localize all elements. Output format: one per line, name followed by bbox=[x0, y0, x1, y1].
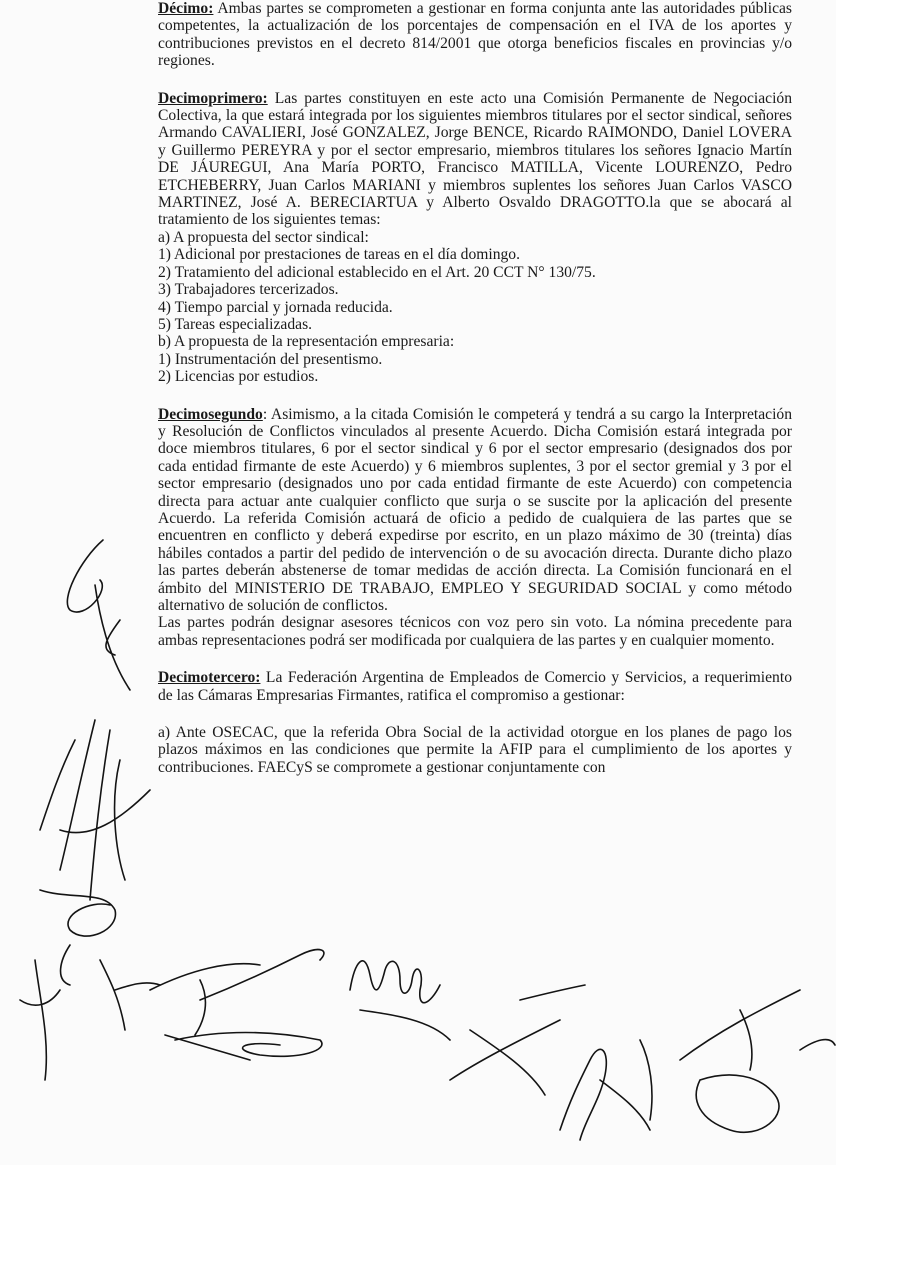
list-item: 5) Tareas especializadas. bbox=[158, 315, 313, 333]
clause-decimotercero-text: La Federación Argentina de Empleados de Comercio y Servicios, a requerimiento de las Cámaras Empresarias Firmantes, ratifica el compromiso a gestionar: bbox=[158, 669, 792, 704]
list-item: 2) Licencias por estudios. bbox=[158, 368, 319, 386]
clause-decimo-heading: Décimo: bbox=[158, 0, 214, 17]
clause-decimosegundo-text2: Las partes podrán designar asesores técnicos con voz pero sin voto. La nómina precedente para ambas representaciones podrá ser modificada por cualquiera de las partes y en cualquier momento. bbox=[158, 614, 792, 649]
clause-decimoprimero-heading: Decimoprimero: bbox=[158, 89, 268, 107]
margin-initial-2 bbox=[40, 720, 150, 900]
clause-decimosegundo-heading: Decimosegundo bbox=[158, 405, 263, 423]
list-item: 1) Adicional por prestaciones de tareas en el día domingo. bbox=[158, 246, 521, 264]
topics-list bbox=[158, 229, 792, 386]
clause-decimo-text: Ambas partes se comprometen a gestionar en forma conjunta ante las autoridades públicas competentes, la actualización de los porcentajes de compensación en el IVA de los aportes y contribuciones previstos en el decreto 814/2001 que otorga beneficios fiscales en provincias y/o regiones. bbox=[158, 0, 792, 70]
clause-decimoprimero-text: Las partes constituyen en este acto una Comisión Permanente de Negociación Colectiva, la que estará integrada por los siguientes miembros titulares por el sector sindical, señores Armando CAVALIERI, José GONZALEZ, Jorge BENCE, Ricardo RAIMONDO, Daniel LOVERA y Guillermo PEREYRA y por el sector empresario, miembros titulares los señores Ignacio Martín DE JÁUREGUI, Ana María PORTO, Francisco MATILLA, Vicente LOURENZO, Pedro ETCHEBERRY, Juan Carlos MARIANI y miembros suplentes los señores Juan Carlos VASCO MARTINEZ, José A. BERECIARTUA y Alberto Osvaldo DRAGOTTO.la que se abocará al tratamiento de los siguientes temas: bbox=[158, 89, 792, 229]
margin-initial-1 bbox=[67, 540, 130, 690]
clause-decimoprimero bbox=[158, 90, 792, 229]
margin-initial-3 bbox=[40, 890, 115, 985]
signature-3 bbox=[450, 985, 585, 1095]
list-item: b) A propuesta de la representación empresaria: bbox=[158, 333, 455, 351]
list-item: 1) Instrumentación del presentismo. bbox=[158, 350, 383, 368]
signature-2 bbox=[350, 961, 450, 1040]
list-item: 4) Tiempo parcial y jornada reducida. bbox=[158, 298, 393, 316]
list-item: a) A propuesta del sector sindical: bbox=[158, 228, 369, 246]
list-item: 2) Tratamiento del adicional establecido en el Art. 20 CCT N° 130/75. bbox=[158, 263, 596, 281]
clause-decimotercero-item-a: a) Ante OSECAC, que la referida Obra Social de la actividad otorgue en los planes de pago los plazos máximos en las condiciones que permite la AFIP para el cumplimiento de los aportes y contribuciones. FAECyS se compromete a gestionar conjuntamente con bbox=[158, 724, 792, 776]
signature-5 bbox=[680, 990, 835, 1132]
clause-decimo bbox=[158, 0, 792, 70]
clause-decimotercero-heading: Decimotercero: bbox=[158, 669, 261, 687]
signature-4 bbox=[560, 1040, 652, 1140]
margin-initial-4 bbox=[20, 960, 160, 1080]
clause-decimosegundo bbox=[158, 406, 792, 615]
list-item: 3) Trabajadores tercerizados. bbox=[158, 281, 339, 299]
document-body bbox=[158, 0, 792, 776]
clause-decimosegundo-text: : Asimismo, a la citada Comisión le competerá y tendrá a su cargo la Interpretación y Resolución de Conflictos vinculados al presente Acuerdo. Dicha Comisión estará integrada por doce miembros titulares, 6 por el sector sindical y 6 por el sector empresario (designados dos por cada entidad firmante de este Acuerdo) y 6 miembros suplentes, 3 por el sector gremial y 3 por el sector empresario (designados uno por cada entidad firmante de este Acuerdo) con competencia directa para actuar ante cualquier conflicto que surja o se suscite por la aplicación del presente Acuerdo. La referida Comisión actuará de oficio a pedido de cualquiera de las partes que se encuentren en conflicto y deberá expedirse por escrito, en un plazo máximo de 30 (treinta) días hábiles contados a partir del pedido de intervención o de su avocación directa. Durante dicho plazo las partes deberán abstenerse de tomar medidas de acción directa. La Comisión funcionará en el ámbito del MINISTERIO DE TRABAJO, EMPLEO Y SEGURIDAD SOCIAL y como método alternativo de solución de conflictos. bbox=[158, 405, 792, 614]
signature-1 bbox=[150, 950, 324, 1060]
clause-decimotercero bbox=[158, 669, 792, 704]
